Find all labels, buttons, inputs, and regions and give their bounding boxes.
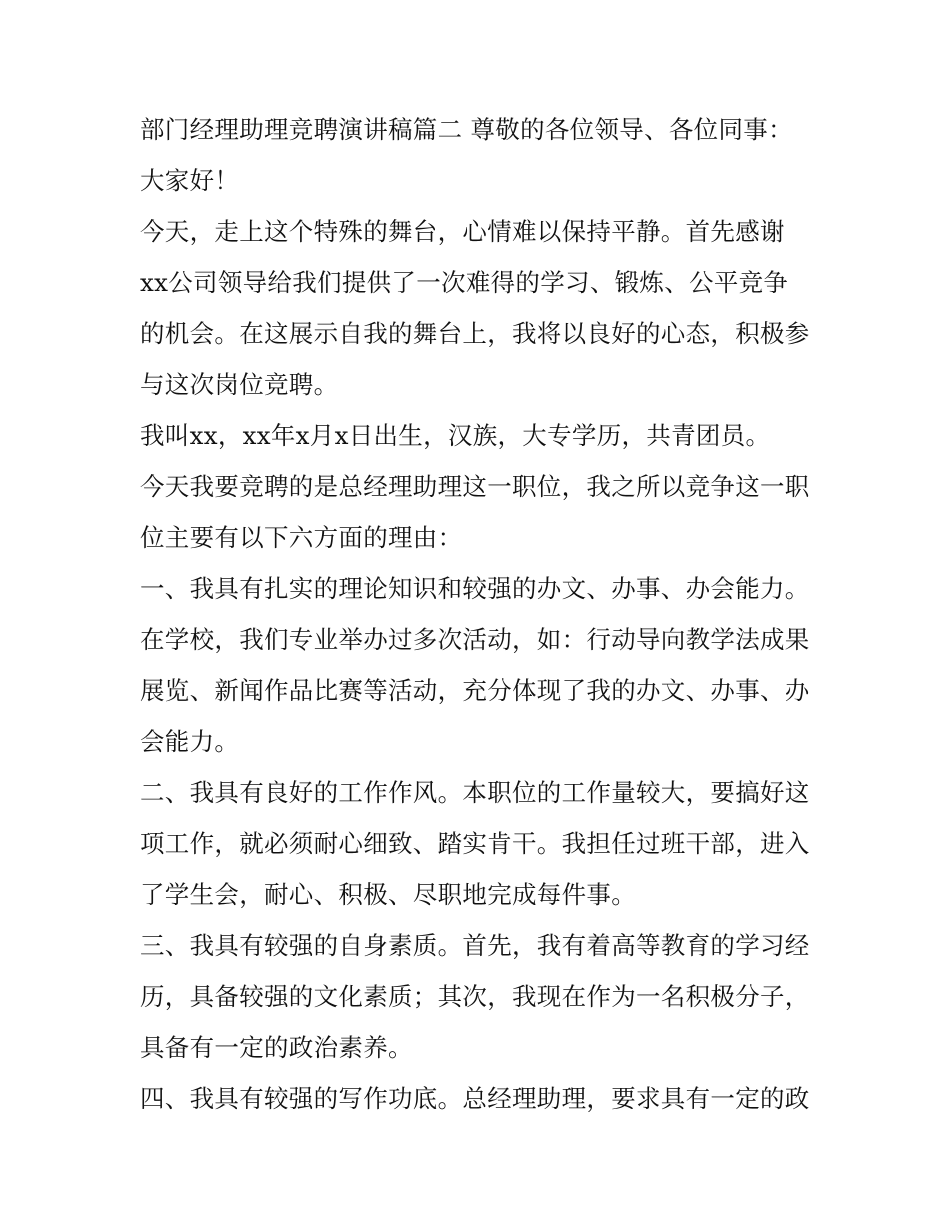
text-line: 具备有一定的政治素养。 — [140, 1033, 413, 1062]
text-line: 二、我具有良好的工作作风。本职位的工作量较大，要搞好这 — [140, 778, 810, 807]
text-line: 了学生会，耐心、积极、尽职地完成每件事。 — [140, 880, 636, 909]
text-line: 位主要有以下六方面的理由： — [140, 523, 463, 552]
text-line: 大家好！ — [140, 166, 240, 195]
text-line: 一、我具有扎实的理论知识和较强的办文、办事、办会能力。 — [140, 574, 810, 603]
text-line: 的机会。在这展示自我的舞台上，我将以良好的心态，积极参 — [140, 319, 810, 348]
text-line: 部门经理助理竞聘演讲稿篇二 尊敬的各位领导、各位同事： — [140, 115, 793, 144]
text-line: 会能力。 — [140, 727, 240, 756]
text-line: 项工作，就必须耐心细致、踏实肯干。我担任过班干部，进入 — [140, 829, 810, 858]
text-line: 展览、新闻作品比赛等活动，充分体现了我的办文、办事、办 — [140, 676, 810, 705]
text-line: 三、我具有较强的自身素质。首先，我有着高等教育的学习经 — [140, 931, 810, 960]
text-line: 今天我要竞聘的是总经理助理这一职位，我之所以竞争这一职 — [140, 472, 810, 501]
text-line: 今天，走上这个特殊的舞台，心情难以保持平静。首先感谢 — [140, 217, 785, 246]
text-line: 在学校，我们专业举办过多次活动，如：行动导向教学法成果 — [140, 625, 810, 654]
text-line: 四、我具有较强的写作功底。总经理助理，要求具有一定的政 — [140, 1084, 810, 1113]
text-line: 历，具备较强的文化素质；其次，我现在作为一名积极分子， — [140, 982, 810, 1011]
text-line: 我叫xx，xx年x月x日出生，汉族，大专学历，共青团员。 — [140, 421, 771, 450]
text-line: 与这次岗位竞聘。 — [140, 370, 339, 399]
text-line: xx公司领导给我们提供了一次难得的学习、锻炼、公平竞争 — [140, 268, 789, 297]
